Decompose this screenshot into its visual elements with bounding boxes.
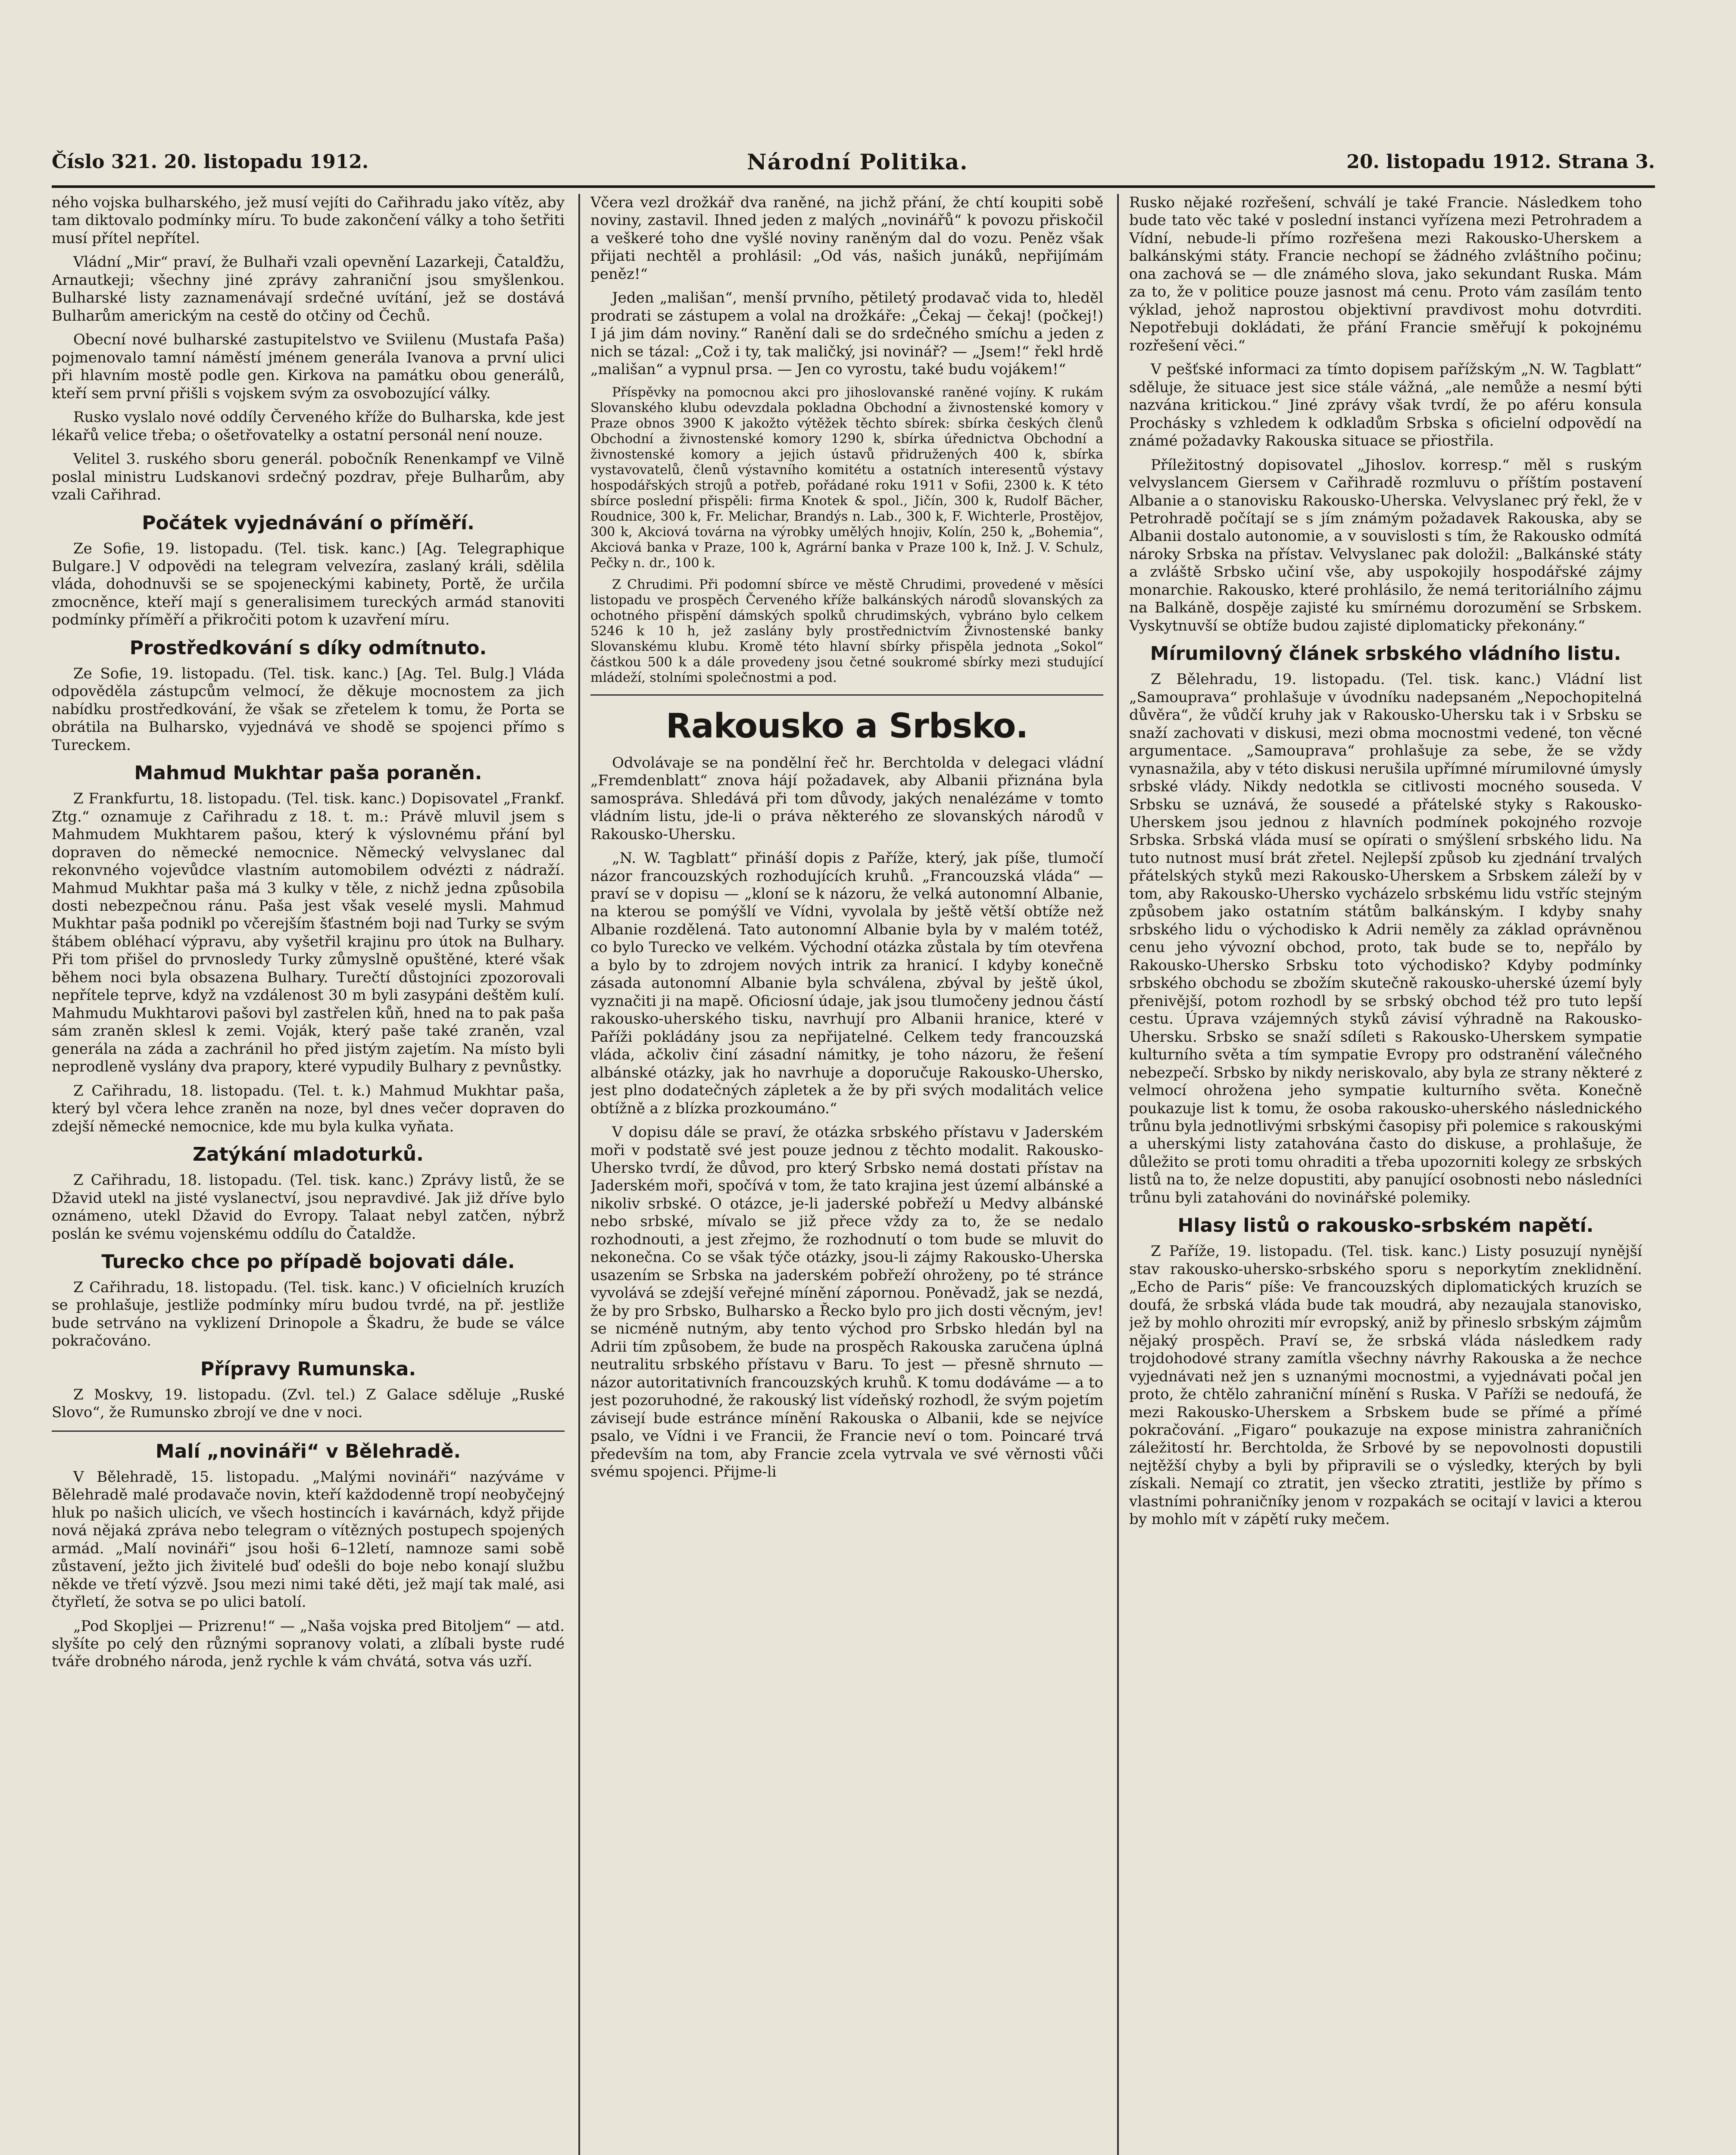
- paragraph: „N. W. Tagblatt“ přináší dopis z Paříže, který, jak píše, tlumočí názor francouzských rozhodujících kruhů. „Francouzská vláda“ — praví se v dopisu — „kloní se k názoru, že velká autonomní Albanie, na kterou se pomýšlí ve Vídni, vyvolala by ještě větší obtíže než Albanie rozdělená. Tato autonomní Albanie byla by v malém totéž, co bylo Turecko ve velkém. Východní otázka zůstala by tím otevřena a bylo by to zdrojem nových intrik za hranicí. I kdyby konečně zásada autonomní Albanie byla schválena, zbýval by ještě úkol, vyznačiti ji na mapě. Oficiosní údaje, jak jsou tlumočeny jednou částí rakousko-uherského tisku, navrhují pro Albanii hranice, které v Paříži pokládány jsou za nepřijatelné. Celkem tedy francouzská vláda, ačkoliv činí zásadní námitky, je toho názoru, že řešení albánské otázky, jak ho navrhuje a doporučuje Rakousko-Uhersko, jest plno dodatečných zápletek a že by při svých modalitách velice obtížně a z blízka prozkoumáno.“: [590, 850, 1103, 1117]
- article-heading: Přípravy Rumunska.: [200, 1358, 416, 1380]
- paragraph: Rusko vyslalo nové oddíly Červeného kříže do Bulharska, kde jest lékařů velice třeba; o ošetřovatelky a ostatní personál není nouze.: [52, 409, 565, 444]
- column-3: [1129, 194, 1642, 2155]
- paragraph: Včera vezl drožkář dva raněné, na jichž přání, že chtí koupiti sobě noviny, zastavil. Ihned jeden z malých „novinářů“ k povozu přiskočil a veškeré toho dne vyšlé noviny raněným dal do vozu. Peněz však přijati nechtěl a prohlásil: „Od vás, našich junáků, nepřijímám peněz!“: [590, 194, 1103, 283]
- paragraph: Odvolávaje se na pondělní řeč hr. Berchtolda v delegaci vládní „Fremdenblatt“ znova hájí požadavek, aby Albanii přiznána byla samospráva. Shledává při tom důvody, jakých nenalézáme v tomto vládním listu, jde-li o práva některého ze slovanských národů v Rakousko-Uhersku.: [590, 754, 1103, 843]
- column-2: [590, 194, 1103, 2155]
- newspaper-page: [52, 142, 1655, 2155]
- main-article-heading: Rakousko a Srbsko.: [665, 706, 1028, 746]
- page-header: [52, 142, 1655, 181]
- paragraph: Příležitostný dopisovatel „Jihoslov. korresp.“ měl s ruským velvyslancem Giersem v Cařihradě rozmluvu o příštím postavení Albanie a o stanovisku Rakousko-Uherska. Velvyslanec prý řekl, že v Petrohradě počítají se s jím známým požadavek Rakouska, aby se Albanii dostalo autonomie, a v souvislosti s tím, že Rakousko odmítá nároky Srbska na přístav. Velvyslanec pak doložil: „Balkánské státy a zvláště Srbsko učiní vše, aby uspokojily hospodářské zájmy monarchie. Rakousko, které prohlásilo, že nemá teritoriálního zájmu na Balkáně, dospěje zajisté ku smírnému dorozumění se Srbskem. Vyskytnuvší se obtíže budou zajisté diplomaticky překonány.“: [1129, 456, 1642, 634]
- paragraph: Z Cařihradu, 18. listopadu. (Tel. tisk. kanc.) Zprávy listů, že se Džavid utekl na jisté vyslanectví, jsou nepravdivé. Jak již dříve bylo oznámeno, utekl Džavid do Evropy. Talaat nebyl zatčen, nýbrž poslán ke svému vojenskému oddílu do Čataldže.: [52, 1171, 565, 1243]
- paragraph: V dopisu dále se praví, že otázka srbského přístavu v Jaderském moři v podstatě své jest pouze jednou z těchto modalit. Rakousko-Uhersko tvrdí, že důvod, pro který Srbsko nemá dostati přístav na Jaderském moři, spočívá v tom, že tato krajina jest území albánské a nikoliv srbské. O otázce, je-li jaderské pobřeží u Medvy albánské nebo srbské, mívalo se již přece vždy za to, že se nedalo rozhodnouti, a jest zřejmo, že rozhodnutí o tom bude se mluvit do nekonečna. Co se však týče otázky, jsou-li zájmy Rakousko-Uherska usazením se Srbska na jaderském pobřeží ohroženy, po té stránce vyvolává se zdejší veřejné mínění zápornou. Poněvadž, jak se nezdá, že by pro Srbsko, Bulharsko a Řecko bylo pro jich dosti věcným, jev! se nicméně nutným, aby tento východ pro Srbsko hledán byl na Adrii tím způsobem, že bude na prospěch Rakouska zaručena úplná neutralitu srbského přístavu v Baru. To jest — přesně shrnuto — názor autoritativních francouzských kruhů. K tomu dodáváme — a to jest pozoruhodné, že rakouský list vídeňský rozhodl, že svým pojetím závisejí bude estránce mínění Rakouska o Albanii, kde se nejvíce psalo, ve Vídni i ve Francii, že Francie neví o tom. Poincaré trvá především na tom, aby Francie zcela vytrvala ve své věrnosti vůči svému spojenci. Přijme-li: [590, 1124, 1103, 1480]
- header-page-number: 20. listopadu 1912. Strana 3.: [1346, 150, 1655, 173]
- header-issue: Číslo 321. 20. listopadu 1912.: [52, 150, 369, 173]
- article-heading: Turecko chce po případě bojovati dále.: [101, 1250, 515, 1273]
- paragraph: Obecní nové bulharské zastupitelstvo ve Sviilenu (Mustafa Paša) pojmenovalo tamní náměstí jménem generála Ivanova a první ulici při hlavním mostě podle gen. Kirkova na památku obou generálů, kteří sem první přišli s vojskem svým za osvobozující války.: [52, 331, 565, 402]
- header-rule: [52, 185, 1655, 188]
- article-heading: Mírumilovný článek srbského vládního listu.: [1150, 643, 1621, 665]
- section-divider: [52, 1430, 565, 1432]
- paragraph: V Bělehradě, 15. listopadu. „Malými novináři“ nazýváme v Bělehradě malé prodavače novin, kteří každodenně tropí neobyčejný hluk po našich ulicích, ve všech hostincích i kavárnách, když přijde nová nějaká zpráva nebo telegram o vítězných postupech spojených armád. „Malí novináři“ jsou hoši 6–12letí, namnoze sami sobě zůstavení, ježto jich živitelé buď odešli do boje nebo konají službu někde ve třetí výzvě. Jsou mezi nimi také děti, jež mají tak malé, asi čtyřletí, že sotva se po ulici batolí.: [52, 1468, 565, 1611]
- article-heading: Hlasy listů o rakousko-srbském napětí.: [1177, 1215, 1594, 1237]
- paragraph: ného vojska bulharského, jež musí vejíti do Cařihradu jako vítěz, aby tam diktovalo podmínky míru. To bude zakončení války a toho šetřiti musí přítel nepřítel.: [52, 194, 565, 247]
- paragraph: Vládní „Mir“ praví, že Bulhaři vzali opevnění Lazarkeji, Čatalđžu, Arnautkeji; všechny jiné zprávy zahraniční jsou smyšlenkou. Bulharské listy zaznamenávají srdečné uvítání, jež se dostává Bulharům americkým na cestě do otčiny od Čechů.: [52, 253, 565, 325]
- paragraph: Z Bělehradu, 19. listopadu. (Tel. tisk. kanc.) Vládní list „Samouprava“ prohlašuje v úvodníku nadepsaném „Nepochopitelná důvěra“, že vůdčí kruhy jak v Rakousko-Uhersku tak i v Srbsku se snaží zachovati v diskusi, mezi obma mocnostmi vedené, ton věcné argumentace. „Samouprava“ prohlašuje za sebe, že se vždy vynasnažila, aby v této diskusi nerušila upřímné mírumilovné úmysly srbské vlády. Nikdy nedotkla se citlivosti mocného souseda. V Srbsku se uznává, že sousedé a přátelské styky s Rakousko-Uherskem jsou jednou z hlavních podmínek pokojného rozvoje Srbska. Srbská vláda musí se opírati o smýšlení srbského lidu. Na tuto nutnost musí brát zřetel. Nejlepší způsob ku zjednání trvalých přátelských styků mezi Rakousko-Uherskem a Srbskem záleží by v tom, aby Rakousko-Uhersko vycházelo srbskému lidu vstříc stejným způsobem jako ostatním státům balkánským. I kdyby snahy srbského lidu o východisko k Adrii neměly za základ oprávněnou cenu jeho vývozní obchod, proto, tak bude se to, nepřálo by Rakousko-Uhersko Srbsku toto východisko? Kdyby podmínky srbského obchodu se zbožím skutečně rakousko-uherské území byly přenivější, potom rozhodl by se srbský obchod též pro tuto lepší cestu. Úprava vzájemných styků závisí výhradně na Rakousko-Uhersku. Srbsko se snaží sdíleti s Rakousko-Uherskem sympatie kulturního světa a tím sympatie Evropy pro odstranění válečného nebezpečí. Srbsko by nikdy neriskovalo, aby byla ze strany některé z velmocí ohrožena jeho sympatie kulturního světa. Konečně poukazuje list k tomu, že osoba rakousko-uherského následnického trůnu byla jednotlivými srbskými časopisy při polemice s rakouskými a uherskými listy zatahována často do diskuse, a prohlašuje, že důležito se proti tomu ohraditi a třeba upozorniti kolegy ze srbských listů na to, že nelze dopustiti, aby panující osobnosti nebo následníci trůnu byli zatahováni do novinářské polemiky.: [1129, 671, 1642, 1206]
- column-divider: [578, 194, 580, 2155]
- masthead-title: Národní Politika.: [746, 149, 968, 175]
- column-divider: [1117, 194, 1119, 2155]
- paragraph: Z Chrudimi. Při podomní sbírce ve městě Chrudimi, provedené v měsíci listopadu ve prospěch Červeného kříže balkánských národů slovanských za ochotného přispění dámských spolků chrudimských, vybráno bylo celkem 5246 k 10 h, jež zaslány byly prostřednictvím Živnostenské banky Slovanskému klubu. Kromě této hlavní sbírky přispěla jednota „Sokol“ částkou 500 k a dále provedeny jsou četné soukromé sbírky mezi studující mládeží, stolními společnostmi a pod.: [590, 577, 1103, 685]
- article-heading: Zatýkání mladoturků.: [193, 1143, 424, 1166]
- donations-section: [590, 385, 1103, 686]
- paragraph: Ze Sofie, 19. listopadu. (Tel. tisk. kanc.) [Ag. Telegraphique Bulgare.] V odpovědi na telegram velvezíra, zaslaný králi, sdělila vláda, dohodnuvši se se spojeneckými kabinety, Portě, že určila zmocněnce, kteří mají s generalisimem tureckých armád stanoviti podmínky příměří a přikročiti potom k uzavření míru.: [52, 540, 565, 629]
- paragraph: Příspěvky na pomocnou akci pro jihoslovanské raněné vojíny. K rukám Slovanského klubu odevzdala pokladna Obchodní a živnostenské komory v Praze obnos 3900 K jakožto výtěžek těchto sbírek: sbírka českých členů Obchodní a živnostenské komory 1290 k, sbírka úřednictva Obchodní a živnostenské komory a jejich ústavů přidružených 400 k, sbírka vystavovatelů, členů výstavního komitétu a ostatních interesentů výstavy hospodářských strojů a potřeb, pořádané roku 1911 v Sofii, 2300 k. K této sbírce poslední přispěli: firma Knotek & spol., Jičín, 300 k, Rudolf Bächer, Roudnice, 300 k, Fr. Melichar, Brandýs n. Lab., 300 k, F. Wichterle, Prostějov, 300 k, Akciová továrna na výrobky umělých hnojiv, Kolín, 250 k, „Bohemia“, Akciová banka v Praze, 100 k, Agrární banka v Praze 100 k, Inž. J. V. Schulz, Pečky n. dr., 100 k.: [590, 384, 1103, 571]
- paragraph: Velitel 3. ruského sboru generál. pobočník Renenkampf ve Vilně poslal ministru Ludskanovi srdečný pozdrav, přeje Bulharům, aby vzali Cařihrad.: [52, 450, 565, 504]
- paragraph: Ze Sofie, 19. listopadu. (Tel. tisk. kanc.) [Ag. Tel. Bulg.] Vláda odpověděla zástupcům velmocí, že děkuje mocnostem za jich nabídku prostředkování, že však se zřetelem k tomu, že Porta se obrátila na Bulharsko, vyjednává ve shodě se spojenci přímo s Tureckem.: [52, 665, 565, 754]
- column-1: [52, 194, 565, 2155]
- article-heading: Mahmud Mukhtar paša poraněn.: [134, 762, 482, 784]
- paragraph: Z Cařihradu, 18. listopadu. (Tel. t. k.) Mahmud Mukhtar paša, který byl včera lehce zraněn na noze, byl dnes večer dopraven do zdejší německé nemocnice, kde mu byla kulka vyňata.: [52, 1082, 565, 1135]
- paragraph: Rusko nějaké rozřešení, schválí je také Francie. Následkem toho bude tato věc také v poslední instanci vyřízena mezi Petrohradem a Vídní, nebude-li přímo rozřešena mezi Rakousko-Uherskem a balkánskými státy. Francie nechopí se žádného zvláštního počinu; ona zachová se — dle známého slova, jako sekundant Ruska. Mám za to, že v politice pouze jasnost má cenu. Proto vám zasílám tento výklad, jehož naprostou objektivní pravdivost mohu dotvrditi. Nepotřebuji dokládati, že přání Francie směřují k pokojnému rozřešení věci.“: [1129, 194, 1642, 354]
- paragraph: Jeden „mališan“, menší prvního, pětiletý prodavač vida to, hleděl prodrati se zástupem a volal na drožkáře: „Čekaj — čekaj! (počkej!) I já jim dám noviny.“ Ranění dali se do srdečného smíchu a jeden z nich se tázal: „Což i ty, tak maličký, jsi novinář? — „Jsem!“ řekl hrdě „mališan“ a vypnul prsa. — Jen co vyrostu, také budu vojákem!“: [590, 289, 1103, 378]
- paragraph: Z Cařihradu, 18. listopadu. (Tel. tisk. kanc.) V oficielních kruzích se prohlašuje, jestliže podmínky míru budou tvrdé, na př. jestliže bude setrváno na vyklizení Drinopole a Škadru, že bude se válce pokračováno.: [52, 1278, 565, 1350]
- paragraph: V pešťské informaci za tímto dopisem pařížským „N. W. Tagblatt“ sděluje, že situace jest sice stále vážná, „ale nemůže a nesmí býti nazvána kritickou.“ Jiné zprávy však tvrdí, že po aféru konsula Prochásky s vzhledem k odkladům Srbska s oficielní odpovědí na známé požadavky Rakouska situace se přiostřila.: [1129, 361, 1642, 450]
- paragraph: „Pod Skopljei — Prizrenu!“ — „Naša vojska pred Bitoljem“ — atd. slyšíte po celý den různými sopranovy volati, a zlíbali byste rudé tváře drobného národa, jenž rychle k vám chvátá, sotva vás uzří.: [52, 1617, 565, 1671]
- article-heading: Malí „novináři“ v Bělehradě.: [155, 1440, 461, 1462]
- paragraph: Z Moskvy, 19. listopadu. (Zvl. tel.) Z Galace sděluje „Ruské Slovo“, že Rumunsko zbrojí ve dne v noci.: [52, 1386, 565, 1421]
- article-heading: Prostředkování s díky odmítnuto.: [129, 637, 487, 659]
- article-heading: Počátek vyjednávání o příměří.: [142, 512, 475, 534]
- section-divider: [590, 694, 1103, 696]
- paragraph: Z Paříže, 19. listopadu. (Tel. tisk. kanc.) Listy posuzují nynější stav rakousko-uhersko-srbského sporu s neporkytím zneklidnění. „Echo de Paris“ píše: Ve francouzských diplomatických kruzích se doufá, že srbská vláda bude tak moudrá, aby nezaujala stanovisko, jež by mohlo ohroziti mír evropský, aniž by přineslo srbským zájmům nějaký prospěch. Praví se, že srbská vláda následkem rady trojdohodové strany zamítla všechny návrhy Rakouska a že nechce vyjednávati než jen s uznanými mocnostmi, a vyjednávati počal jen proto, že chtělo zahraniční mínění s Ruska. V Paříži se nedoufá, že mezi Rakousko-Uherskem a Srbskem bude se přímé a přímé pokračování. „Figaro“ poukazuje na expose ministra zahraničních záležitostí hr. Berchtolda, že Srbové by se nepovolnosti dopustili nejtěžší chyby a byli by připravili se o výsledky, kterých by byli získali. Nemají co ztratit, jen všecko ztratiti, jestliže by přímo s vlastními pohraničníky jenom v rozpakách se ocitají v lavici a kterou by mohlo mít v zápětí ruky mečem.: [1129, 1243, 1642, 1528]
- paragraph: Z Frankfurtu, 18. listopadu. (Tel. tisk. kanc.) Dopisovatel „Frankf. Ztg.“ oznamuje z Cařihradu z 18. t. m.: Právě mluvil jsem s Mahmudem Mukhtarem pašou, který k výslovnému přání byl dopraven do německé nemocnice. Německý velvyslanec dal rekonvného vojevůdce vlastním automobilem odvézti z nádraží. Mahmud Mukhtar paša má 3 kulky v těle, z nichž jedna způsobila dosti nebezpečnou ránu. Paša jest však veselé mysli. Mahmud Mukhtar paša podnikl po včerejším šťastném boji nad Turky se svým štábem obléhací výpravu, aby vyšetřil krajinu pro útok na Bulhary. Při tom přišel do prvnosledy Turky zůmyslně opuštěné, které však během noci byla obsazena Bulhary. Turečtí důstojníci zpozorovali nepřítele teprve, když na vzdálenost 30 m byli zasypáni deštěm kulí. Mahmudu Mukhtarovi pašovi byl zastřelen kůň, hned na to pak paša sám zraněn sklesl k zemi. Voják, který paše také zraněn, vzal generála na záda a zachránil ho před jistým zajetím. Na místo byli neprodleně vyslány dva prapory, které vypudily Bulhary z pevnůstky.: [52, 790, 565, 1076]
